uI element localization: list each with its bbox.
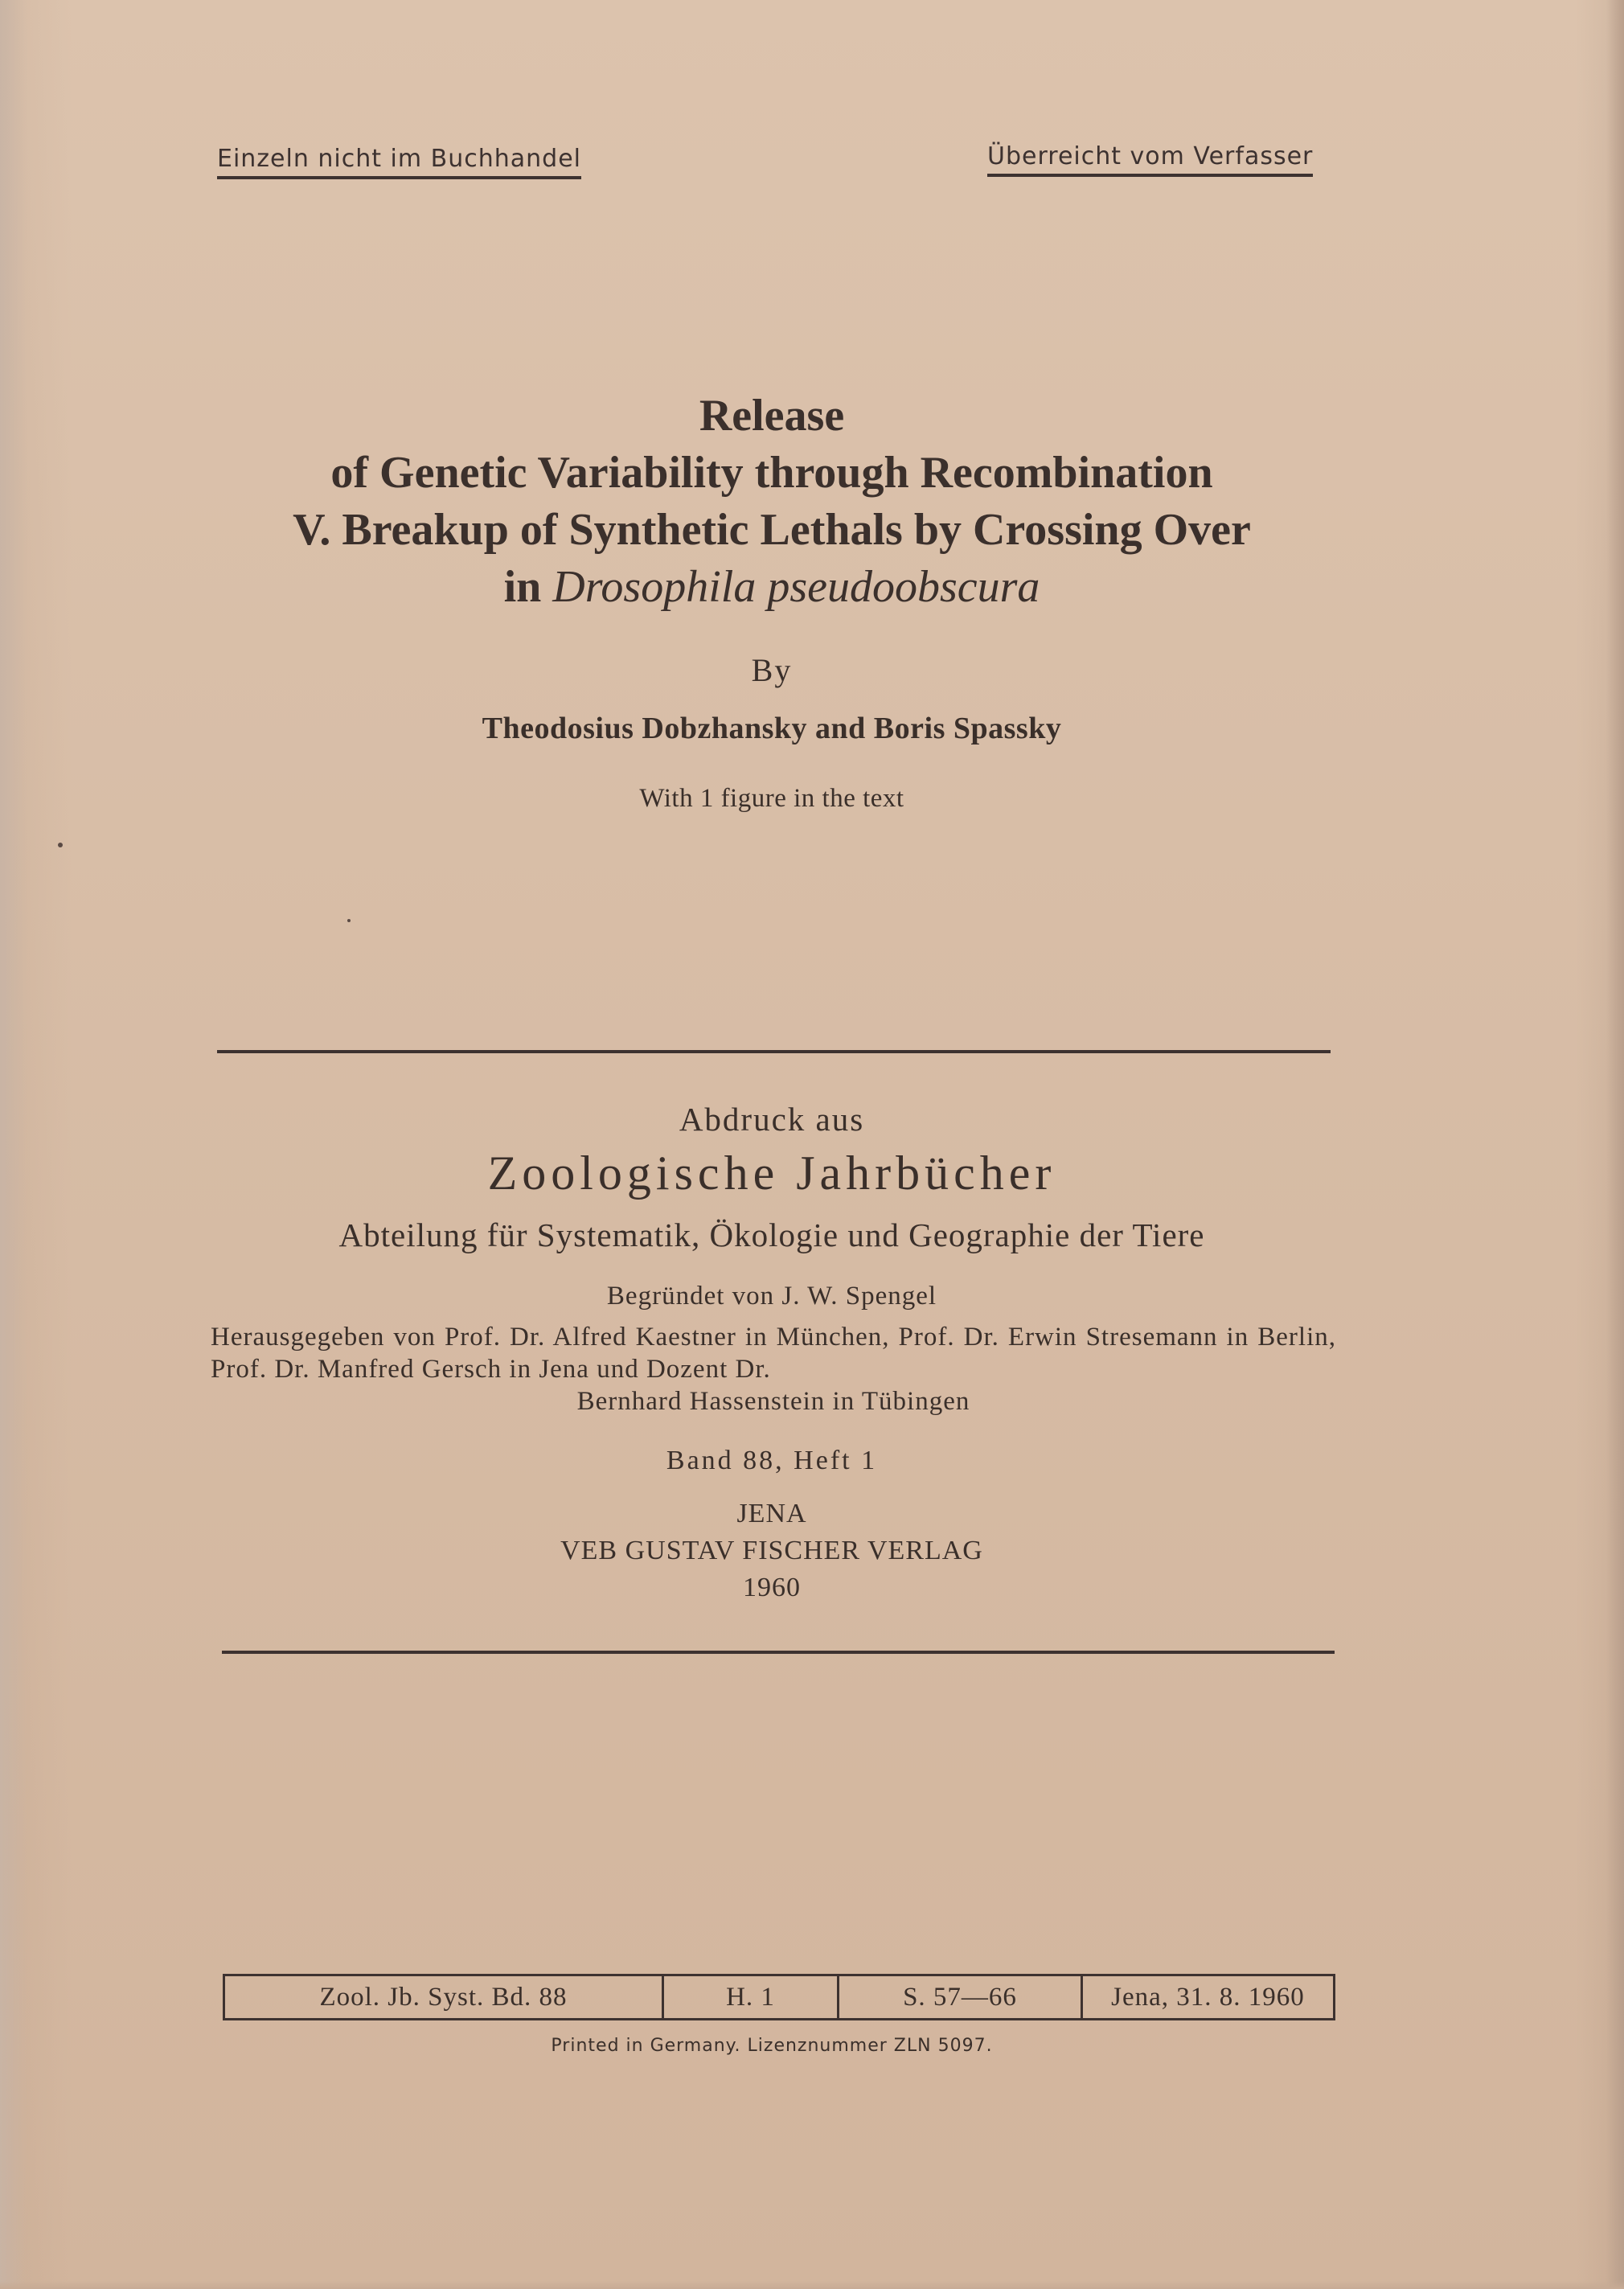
citation-issue: H. 1 bbox=[664, 1976, 839, 2018]
by-label: By bbox=[751, 652, 793, 688]
title-line-4 bbox=[193, 559, 1351, 616]
header-note-right: Überreicht vom Verfasser bbox=[987, 142, 1313, 177]
printing-note: Printed in Germany. Lizenznummer ZLN 5097. bbox=[551, 2036, 993, 2056]
paper-speck bbox=[347, 919, 351, 922]
editors-block bbox=[211, 1321, 1336, 1417]
journal-section: Abteilung für Systematik, Ökologie und Geographie der Tiere bbox=[338, 1216, 1205, 1253]
publisher-name: VEB GUSTAV FISCHER VERLAG bbox=[560, 1536, 983, 1565]
title-line-2: of Genetic Variability through Recombination bbox=[330, 448, 1213, 498]
editors-text: Herausgegeben von Prof. Dr. Alfred Kaestner in München, Prof. Dr. Erwin Stresemann in Berlin, Prof. Dr. Manfred Gersch in Jena und Dozent Dr. bbox=[211, 1323, 1336, 1384]
paper-speck bbox=[58, 843, 63, 847]
volume-issue: Band 88, Heft 1 bbox=[666, 1446, 878, 1475]
divider-rule-bottom bbox=[222, 1651, 1335, 1654]
title-line-4-prefix: in bbox=[503, 562, 553, 612]
paper-left-shade bbox=[0, 0, 27, 2289]
species-name: Drosophila pseudoobscura bbox=[552, 562, 1040, 612]
title-line-3: V. Breakup of Synthetic Lethals by Crossing Over bbox=[293, 505, 1251, 555]
title-line-1: Release bbox=[699, 391, 845, 441]
founder-line: Begründet von J. W. Spengel bbox=[606, 1282, 937, 1311]
publisher-place: JENA bbox=[736, 1499, 807, 1528]
paper-right-edge bbox=[1606, 0, 1624, 2289]
divider-rule-top bbox=[217, 1050, 1331, 1053]
citation-box bbox=[223, 1974, 1335, 2020]
editors-last-line: Bernhard Hassenstein in Tübingen bbox=[576, 1387, 970, 1416]
publication-year: 1960 bbox=[743, 1573, 801, 1602]
figure-note: With 1 figure in the text bbox=[639, 784, 904, 813]
paper-bottom-edge bbox=[0, 2281, 1624, 2289]
journal-title: Zoologische Jahrbücher bbox=[487, 1147, 1056, 1200]
article-title bbox=[193, 388, 1351, 616]
publisher-block bbox=[450, 1495, 1093, 1606]
reprint-label: Abdruck aus bbox=[679, 1101, 865, 1138]
authors: Theodosius Dobzhansky and Boris Spassky bbox=[482, 712, 1062, 745]
citation-pages: S. 57—66 bbox=[839, 1976, 1083, 2018]
citation-date: Jena, 31. 8. 1960 bbox=[1111, 1982, 1305, 2012]
citation-journal: Zool. Jb. Syst. Bd. 88 bbox=[225, 1976, 664, 2018]
header-note-left: Einzeln nicht im Buchhandel bbox=[217, 145, 581, 179]
